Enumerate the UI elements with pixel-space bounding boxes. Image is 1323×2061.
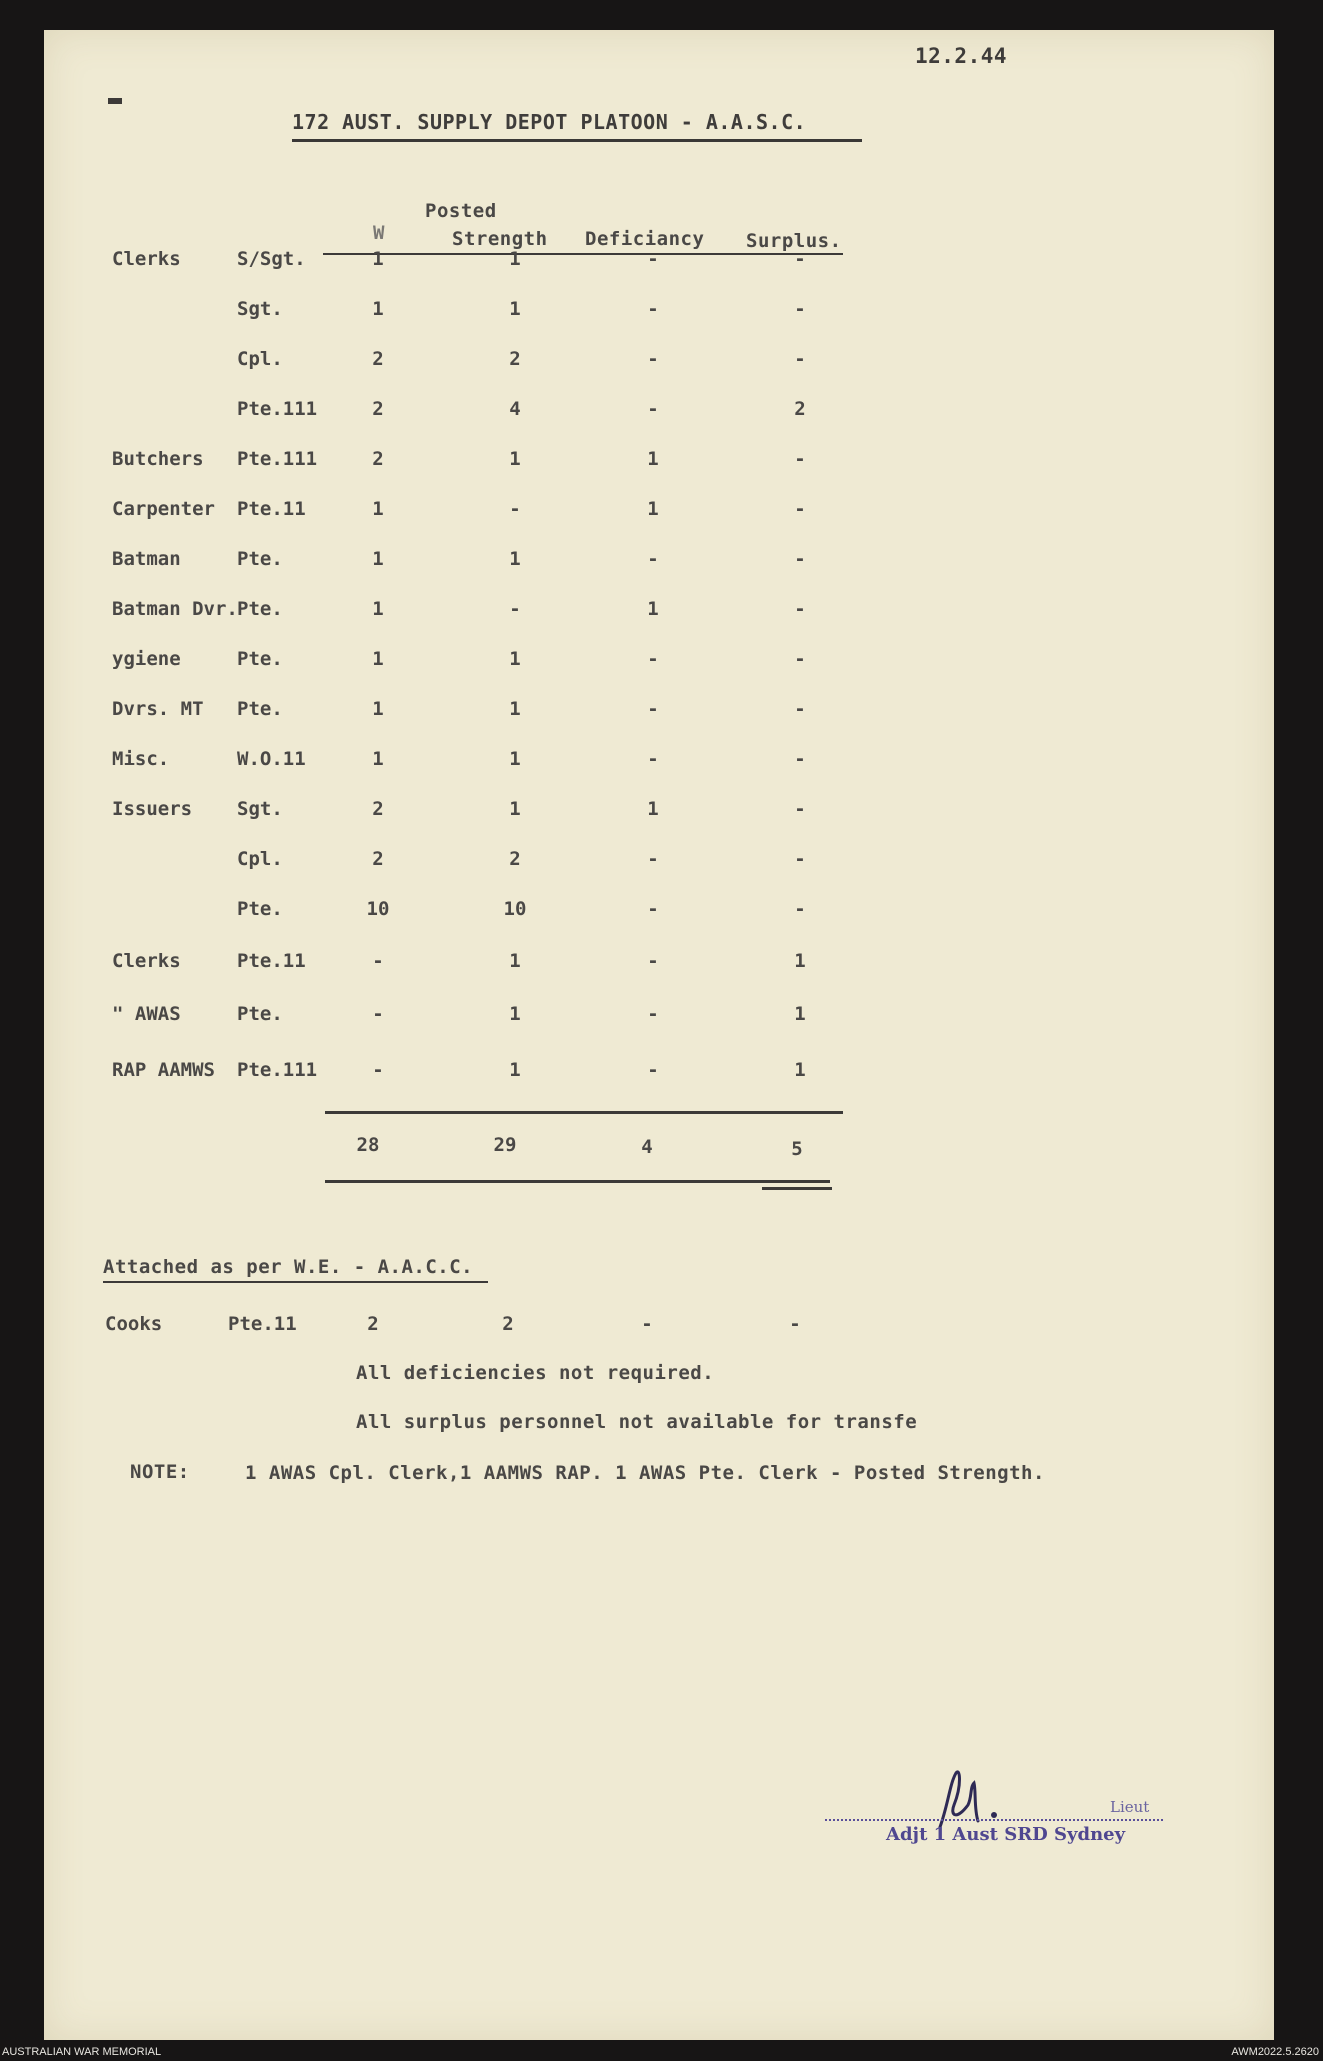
lieut-label: Lieut	[1110, 1798, 1150, 1816]
ink-mark	[108, 98, 122, 104]
cell-posted: 1	[509, 798, 521, 820]
cell-trade: Clerks	[112, 950, 181, 972]
cell-surplus: -	[794, 648, 806, 670]
cell-posted: 1	[509, 298, 521, 320]
total-deficiency: 4	[641, 1136, 653, 1158]
cell-we: 2	[372, 348, 384, 370]
cell-surplus: -	[794, 598, 806, 620]
totals-bottom-rule-a	[325, 1180, 830, 1183]
cell-posted: 1	[509, 248, 521, 270]
cell-we: 1	[372, 648, 384, 670]
cell-surplus: -	[794, 298, 806, 320]
cell-we: 1	[372, 698, 384, 720]
cell-rank: Sgt.	[237, 298, 283, 320]
cell-rank: Pte.111	[237, 398, 318, 420]
total-surplus: 5	[791, 1138, 803, 1160]
cell-deficiency: -	[647, 898, 659, 920]
cell-rank: Sgt.	[237, 798, 283, 820]
cell-we: 1	[372, 248, 384, 270]
cell-we: 1	[372, 498, 384, 520]
attached-surplus: -	[789, 1313, 801, 1335]
cell-posted: -	[509, 598, 521, 620]
cell-posted: 4	[509, 398, 521, 420]
cell-surplus: -	[794, 848, 806, 870]
cell-deficiency: -	[647, 548, 659, 570]
cell-trade: Issuers	[112, 798, 193, 820]
cell-trade: Misc.	[112, 748, 170, 770]
cell-deficiency: -	[647, 1003, 659, 1025]
cell-posted: 1	[509, 548, 521, 570]
cell-we: 2	[372, 398, 384, 420]
cell-surplus: -	[794, 548, 806, 570]
attached-posted: 2	[502, 1313, 514, 1335]
header-rule	[323, 253, 843, 255]
cell-trade: " AWAS	[112, 1003, 181, 1025]
note-surplus: All surplus personnel not available for transfe	[356, 1411, 918, 1433]
cell-surplus: -	[794, 698, 806, 720]
cell-posted: 10	[503, 898, 527, 920]
title-underline	[292, 139, 862, 142]
cell-trade: Butchers	[112, 448, 204, 470]
footer-institution: AUSTRALIAN WAR MEMORIAL	[2, 2046, 162, 2058]
cell-surplus: -	[794, 348, 806, 370]
cell-posted: 1	[509, 648, 521, 670]
cell-surplus: 1	[794, 1003, 806, 1025]
header-surplus: Surplus.	[746, 230, 842, 252]
cell-deficiency: -	[647, 748, 659, 770]
cell-surplus: -	[794, 748, 806, 770]
cell-trade: Carpenter	[112, 498, 215, 520]
cell-deficiency: -	[647, 648, 659, 670]
cell-deficiency: -	[647, 1059, 659, 1081]
header-posted-bottom: Strength	[452, 228, 548, 250]
cell-trade: Clerks	[112, 248, 181, 270]
cell-surplus: -	[794, 498, 806, 520]
cell-trade: RAP AAMWS	[112, 1059, 215, 1081]
cell-posted: 1	[509, 950, 521, 972]
cell-rank: Pte.11	[237, 950, 306, 972]
cell-posted: 1	[509, 748, 521, 770]
cell-deficiency: 1	[647, 598, 659, 620]
cell-rank: Pte.	[237, 548, 283, 570]
totals-bottom-rule-b	[762, 1187, 832, 1190]
cell-rank: W.O.11	[237, 748, 306, 770]
cell-deficiency: 1	[647, 448, 659, 470]
cell-rank: Pte.111	[237, 1059, 318, 1081]
cell-we: -	[372, 1003, 384, 1025]
header-posted-top: Posted	[425, 200, 497, 222]
cell-surplus: -	[794, 798, 806, 820]
cell-surplus: 1	[794, 950, 806, 972]
cell-posted: 2	[509, 348, 521, 370]
cell-rank: Pte.	[237, 698, 283, 720]
cell-we: -	[372, 950, 384, 972]
cell-surplus: -	[794, 448, 806, 470]
cell-we: 2	[372, 848, 384, 870]
cell-we: 1	[372, 548, 384, 570]
attached-rank: Pte.11	[228, 1313, 297, 1335]
cell-we: 1	[372, 298, 384, 320]
cell-posted: 1	[509, 1059, 521, 1081]
cell-deficiency: 1	[647, 798, 659, 820]
cell-surplus: 1	[794, 1059, 806, 1081]
cell-posted: 1	[509, 1003, 521, 1025]
cell-surplus: 2	[794, 398, 806, 420]
cell-rank: Pte.11	[237, 498, 306, 520]
document-date: 12.2.44	[915, 44, 1008, 68]
cell-we: 1	[372, 748, 384, 770]
cell-posted: 1	[509, 448, 521, 470]
header-we: W	[373, 222, 385, 244]
cell-rank: S/Sgt.	[237, 248, 306, 270]
total-we: 28	[356, 1134, 380, 1156]
cell-rank: Pte.	[237, 598, 283, 620]
total-posted: 29	[493, 1134, 517, 1156]
cell-surplus: -	[794, 248, 806, 270]
footer-accession: AWM2022.5.2620	[1231, 2046, 1319, 2058]
cell-rank: Pte.	[237, 648, 283, 670]
cell-trade: Batman	[112, 548, 181, 570]
cell-trade: Dvrs. MT	[112, 698, 204, 720]
cell-deficiency: -	[647, 398, 659, 420]
cell-deficiency: -	[647, 950, 659, 972]
cell-we: 1	[372, 598, 384, 620]
cell-trade: ygiene	[112, 648, 181, 670]
cell-deficiency: -	[647, 298, 659, 320]
note-label: NOTE:	[130, 1461, 190, 1483]
cell-deficiency: -	[647, 848, 659, 870]
attached-heading: Attached as per W.E. - A.A.C.C.	[103, 1256, 474, 1278]
cell-rank: Pte.	[237, 898, 283, 920]
attached-heading-underline	[103, 1281, 488, 1283]
cell-we: 10	[366, 898, 390, 920]
cell-deficiency: -	[647, 698, 659, 720]
cell-posted: 1	[509, 698, 521, 720]
totals-top-rule	[325, 1111, 843, 1114]
signature-line	[825, 1819, 1163, 1821]
cell-we: 2	[372, 798, 384, 820]
cell-rank: Cpl.	[237, 848, 283, 870]
document-page	[44, 30, 1274, 2040]
note-text: 1 AWAS Cpl. Clerk,1 AAMWS RAP. 1 AWAS Pte. Clerk - Posted Strength.	[245, 1462, 1045, 1484]
attached-trade: Cooks	[105, 1313, 163, 1335]
header-deficiency: Deficiancy	[585, 228, 705, 250]
cell-rank: Pte.	[237, 1003, 283, 1025]
cell-trade: Batman Dvr.	[112, 598, 238, 620]
note-deficiencies: All deficiencies not required.	[356, 1362, 715, 1384]
cell-posted: -	[509, 498, 521, 520]
attached-deficiency: -	[641, 1313, 653, 1335]
cell-rank: Cpl.	[237, 348, 283, 370]
cell-deficiency: -	[647, 348, 659, 370]
cell-we: 2	[372, 448, 384, 470]
cell-rank: Pte.111	[237, 448, 318, 470]
cell-surplus: -	[794, 898, 806, 920]
cell-we: -	[372, 1059, 384, 1081]
cell-deficiency: 1	[647, 498, 659, 520]
attached-we: 2	[367, 1313, 379, 1335]
cell-posted: 2	[509, 848, 521, 870]
adjutant-stamp: Adjt 1 Aust SRD Sydney	[886, 1824, 1126, 1845]
document-title: 172 AUST. SUPPLY DEPOT PLATOON - A.A.S.C.	[292, 110, 807, 134]
cell-deficiency: -	[647, 248, 659, 270]
